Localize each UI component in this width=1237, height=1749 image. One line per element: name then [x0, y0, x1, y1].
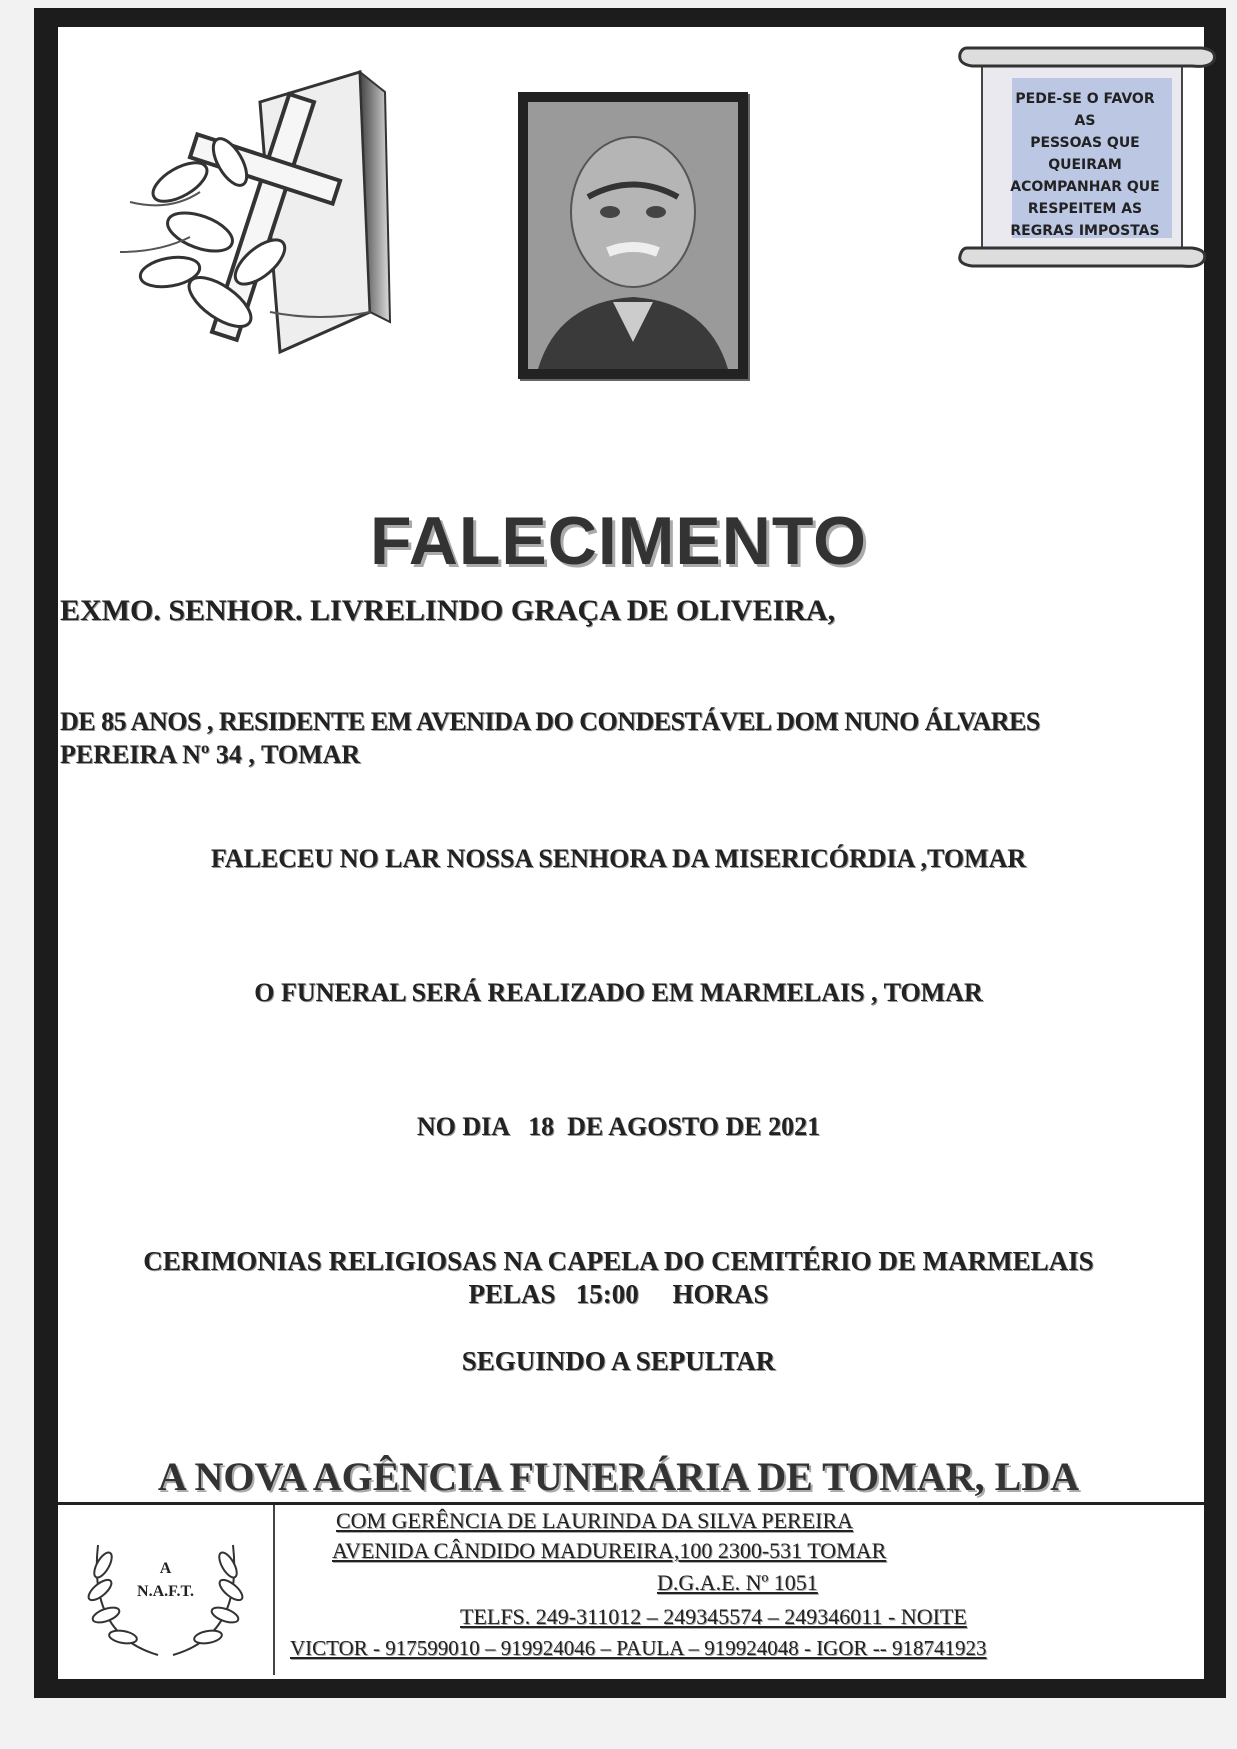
residence-line-1: DE 85 ANOS , RESIDENTE EM AVENIDA DO CONDESTÁVEL DOM NUNO ÁLVARES [60, 707, 1040, 736]
footer-night-contacts: VICTOR - 917599010 – 919924046 – PAULA – 919924048 - IGOR -- 918741923 [290, 1636, 987, 1660]
company-name: A NOVA AGÊNCIA FUNERÁRIA DE TOMAR, LDA [157, 1454, 1080, 1499]
footer-phones: TELFS. 249-311012 – 249345574 – 249346011 - NOITE [460, 1604, 967, 1629]
notice-line: ACOMPANHAR QUE [1010, 179, 1160, 195]
residence-line-2: PEREIRA Nº 34 , TOMAR [60, 740, 361, 769]
deceased-name: EXMO. SENHOR. LIVRELINDO GRAÇA DE OLIVEIRA, [60, 594, 836, 627]
ceremony-line-1: CERIMONIAS RELIGIOSAS NA CAPELA DO CEMITÉRIO DE MARMELAIS [143, 1246, 1094, 1276]
footer-dgae: D.G.A.E. Nº 1051 [657, 1570, 818, 1595]
logo-abbreviation: N.A.F.T. [137, 1583, 194, 1600]
ceremony-line-2: PELAS 15:00 HORAS [468, 1279, 769, 1309]
notice-line: PEDE-SE O FAVOR AS [1015, 91, 1155, 129]
logo-letter: A [159, 1560, 172, 1577]
portrait-photo [528, 102, 738, 369]
footer-address: AVENIDA CÂNDIDO MADUREIRA,100 2300-531 TOMAR [332, 1538, 887, 1563]
company-logo [58, 1505, 275, 1675]
notice-scroll-text [1005, 88, 1165, 242]
funeral-date: NO DIA 18 DE AGOSTO DE 2021 [416, 1112, 821, 1141]
page-title: FALECIMENTO [369, 503, 868, 579]
cross-lilies-icon [110, 62, 400, 382]
footer-management: COM GERÊNCIA DE LAURINDA DA SILVA PEREIRA [336, 1508, 854, 1533]
notice-line: PESSOAS QUE [1030, 135, 1140, 151]
death-place: FALECEU NO LAR NOSSA SENHORA DA MISERICÓRDIA ,TOMAR [210, 844, 1027, 873]
notice-line: RESPEITEM AS [1027, 201, 1143, 217]
portrait-frame [518, 92, 748, 379]
funeral-place: O FUNERAL SERÁ REALIZADO EM MARMELAIS , TOMAR [254, 978, 983, 1007]
burial-note: SEGUINDO A SEPULTAR [461, 1346, 776, 1376]
notice-line: REGRAS IMPOSTAS [1010, 223, 1160, 239]
notice-line: QUEIRAM [1048, 157, 1122, 173]
